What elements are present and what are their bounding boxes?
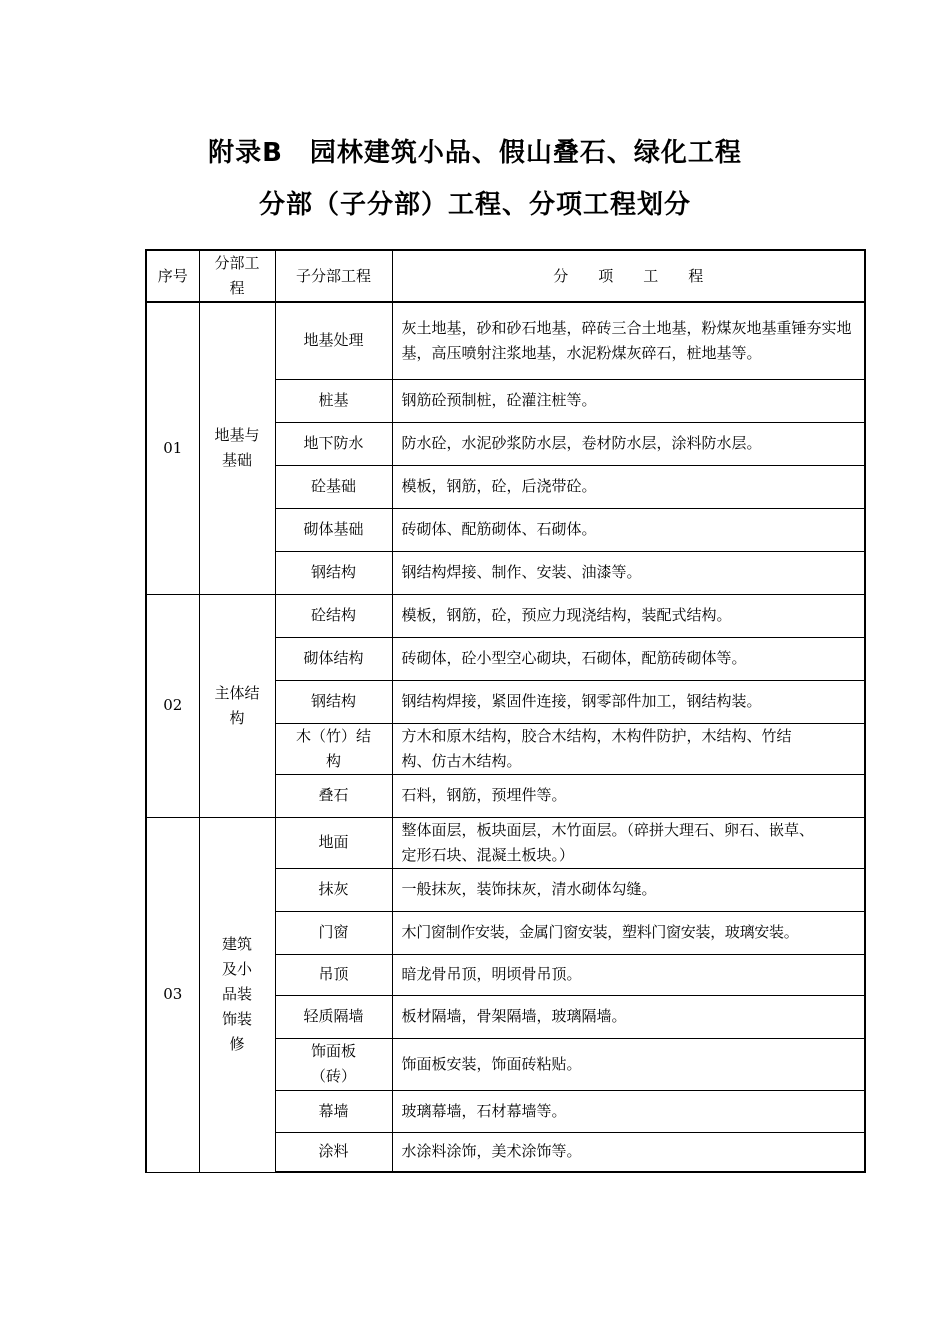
item-list: 一般抹灰，装饰抹灰，清水砌体勾缝。: [392, 868, 865, 911]
sub-division-name: 钢结构: [275, 551, 392, 594]
item-list: 暗龙骨吊顶，明顷骨吊顶。: [392, 954, 865, 995]
sub-division-name: 钢结构: [275, 680, 392, 723]
item-list: 钢结构焊接、制作、安装、油漆等。: [392, 551, 865, 594]
item-list: 砖砌体，砼小型空心砌块，石砌体，配筋砖砌体等。: [392, 637, 865, 680]
item-list: 灰土地基，砂和砂石地基，碎砖三合土地基，粉煤灰地基重锤夯实地基，高压喷射注浆地基，水泥粉煤灰碎石，桩地基等。: [392, 302, 865, 379]
group-no: 03: [146, 817, 199, 1172]
item-list: 石料，钢筋，预埋件等。: [392, 774, 865, 817]
item-list: 砖砌体、配筋砌体、石砌体。: [392, 508, 865, 551]
item-list: 钢筋砼预制桩，砼灌注桩等。: [392, 379, 865, 422]
item-list: 整体面层，板块面层，木竹面层。（碎拼大理石、卵石、嵌草、定形石块、混凝土板块。）: [392, 817, 865, 868]
item-list: 水涂料涂饰，美术涂饰等。: [392, 1132, 865, 1172]
table-row: [146, 817, 865, 868]
page-subtitle: 分部（子分部）工程、分项工程划分: [258, 190, 691, 220]
sub-division-name: 木（竹）结构: [275, 723, 392, 774]
division-table: [145, 249, 866, 1173]
item-list: 防水砼，水泥砂浆防水层，卷材防水层，涂料防水层。: [392, 422, 865, 465]
sub-division-name: 幕墙: [275, 1090, 392, 1132]
division-name: 主体结构: [199, 594, 275, 817]
sub-division-name: 涂料: [275, 1132, 392, 1172]
division-name: 地基与基础: [199, 302, 275, 594]
sub-division-name: 饰面板（砖）: [275, 1038, 392, 1090]
item-list: 玻璃幕墙，石材幕墙等。: [392, 1090, 865, 1132]
sub-division-name: 叠石: [275, 774, 392, 817]
sub-division-name: 砼结构: [275, 594, 392, 637]
sub-division-name: 抹灰: [275, 868, 392, 911]
item-list: 模板，钢筋，砼，预应力现浇结构，装配式结构。: [392, 594, 865, 637]
sub-division-name: 门窗: [275, 911, 392, 954]
item-list: 模板，钢筋，砼，后浇带砼。: [392, 465, 865, 508]
page-title: 附录B 园林建筑小品、假山叠石、绿化工程: [208, 138, 742, 168]
sub-division-name: 砌体结构: [275, 637, 392, 680]
header-no: 序号: [146, 250, 199, 302]
item-list: 方木和原木结构，胶合木结构，木构件防护，木结构、竹结构、仿古木结构。: [392, 723, 865, 774]
group-no: 01: [146, 302, 199, 594]
table-row: [146, 594, 865, 637]
sub-division-name: 吊顶: [275, 954, 392, 995]
item-list: 板材隔墙，骨架隔墙，玻璃隔墙。: [392, 995, 865, 1038]
table-row: [146, 302, 865, 379]
item-list: 饰面板安装，饰面砖粘贴。: [392, 1038, 865, 1090]
division-name: 建筑及小品装饰装修: [199, 817, 275, 1172]
group-no: 02: [146, 594, 199, 817]
sub-division-name: 轻质隔墙: [275, 995, 392, 1038]
sub-division-name: 地下防水: [275, 422, 392, 465]
header-sub-division: 子分部工程: [275, 250, 392, 302]
header-items: 分项工程: [392, 250, 865, 302]
sub-division-name: 地面: [275, 817, 392, 868]
table-header-row: [146, 250, 865, 302]
sub-division-name: 砼基础: [275, 465, 392, 508]
header-division: 分部工程: [199, 250, 275, 302]
sub-division-name: 桩基: [275, 379, 392, 422]
sub-division-name: 地基处理: [275, 302, 392, 379]
item-list: 木门窗制作安装，金属门窗安装，塑料门窗安装，玻璃安装。: [392, 911, 865, 954]
item-list: 钢结构焊接，紧固件连接，钢零部件加工，钢结构装。: [392, 680, 865, 723]
sub-division-name: 砌体基础: [275, 508, 392, 551]
